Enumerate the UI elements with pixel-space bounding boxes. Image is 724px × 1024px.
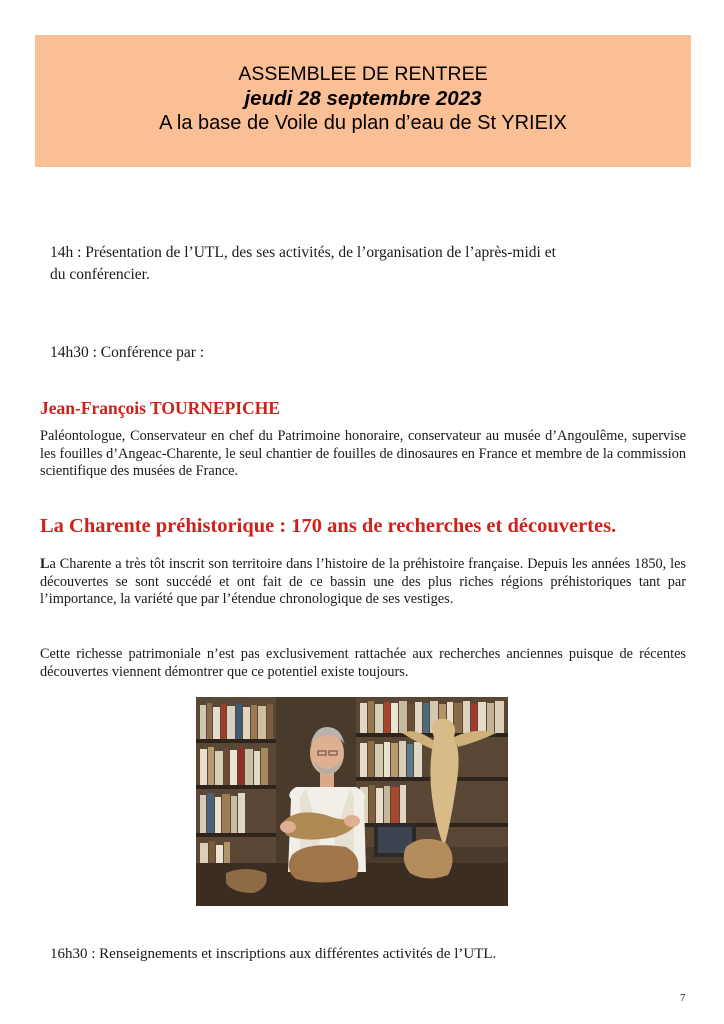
speaker-bio: Paléontologue, Conservateur en chef du Patrimoine honoraire, conservateur au musée d’Angoulême, supervise les fouilles d’Angeac-Charente, le seul chantier de fouilles de dinosaures en France et membre de la commission scientifique des musées de France.: [40, 428, 686, 479]
page-number: 7: [680, 992, 686, 1004]
banner-title: ASSEMBLEE DE RENTREE: [238, 63, 488, 85]
schedule-item-14h30: 14h30 : Conférence par :: [50, 344, 205, 361]
fossil-skull-right: [404, 839, 453, 879]
fossil-skull-front: [289, 845, 359, 882]
banner-location: A la base de Voile du plan d’eau de St YRIEIX: [159, 112, 567, 134]
speaker-photo: [196, 697, 508, 906]
header-banner: [35, 35, 691, 167]
conference-paragraph-1: [40, 556, 686, 609]
conference-paragraph-2: Cette richesse patrimoniale n’est pas exclusivement rattachée aux recherches anciennes puisque de récentes découvertes viennent démontrer que ce potentiel existe toujours.: [40, 646, 686, 680]
conference-title: La Charente préhistorique : 170 ans de recherches et découvertes.: [40, 515, 617, 537]
drop-initial: L: [40, 556, 50, 572]
schedule-item-14h-line1: 14h : Présentation de l’UTL, des ses activités, de l’organisation de l’après-midi et: [50, 244, 556, 261]
paragraph-1-text: a Charente a très tôt inscrit son territoire dans l’histoire de la préhistoire française. Depuis les années 1850, les découvertes se sont succédé et ont fait de ce bassin une des plus riches régions préhistoriques tant par l’importance, la variété que par l’étendue chronologique de ses vestiges.: [40, 556, 686, 607]
schedule-item-16h30: 16h30 : Renseignements et inscriptions aux différentes activités de l’UTL.: [50, 946, 497, 962]
speaker-name: Jean-François TOURNEPICHE: [40, 398, 280, 418]
schedule-item-14h-line2: du conférencier.: [50, 266, 150, 283]
banner-date: jeudi 28 septembre 2023: [244, 87, 482, 110]
